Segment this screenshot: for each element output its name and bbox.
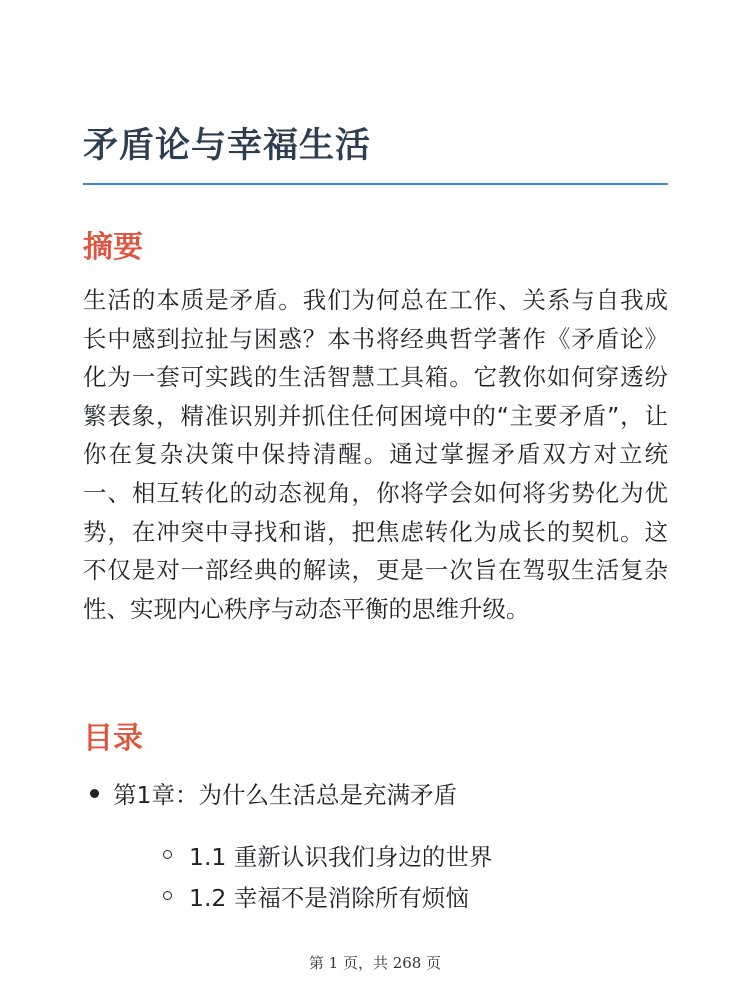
title-divider — [83, 183, 668, 185]
toc-section-1-1[interactable]: 1.1 重新认识我们身边的世界 — [189, 838, 492, 872]
toc-heading: 目录 — [83, 721, 143, 756]
page-number-footer: 第 1 页，共 268 页 — [308, 954, 442, 972]
abstract-paragraph: 生活的本质是矛盾。我们为何总在工作、关系与自我成长中感到拉扯与困惑？本书将经典哲学著作《矛盾论》化为一套可实践的生活智慧工具箱。它教你如何穿透纷繁表象，精准识别并抓住任何困境中的“主要矛盾”，让你在复杂决策中保持清醒。通过掌握矛盾双方对立统一、相互转化的动态视角，你将学会如何将劣势化为优势，在冲突中寻找和谐，把焦虑转化为成长的契机。这不仅是对一部经典的解读，更是一次旨在驾驭生活复杂性、实现内心秩序与动态平衡的思维升级。 — [83, 286, 668, 623]
toc-chapter-1[interactable]: 第1章：为什么生活总是充满矛盾 — [113, 776, 457, 810]
page-title: 矛盾论与幸福生活 — [83, 126, 372, 166]
abstract-heading: 摘要 — [83, 230, 143, 265]
toc-section-1-2[interactable]: 1.2 幸福不是消除所有烦恼 — [189, 879, 469, 913]
